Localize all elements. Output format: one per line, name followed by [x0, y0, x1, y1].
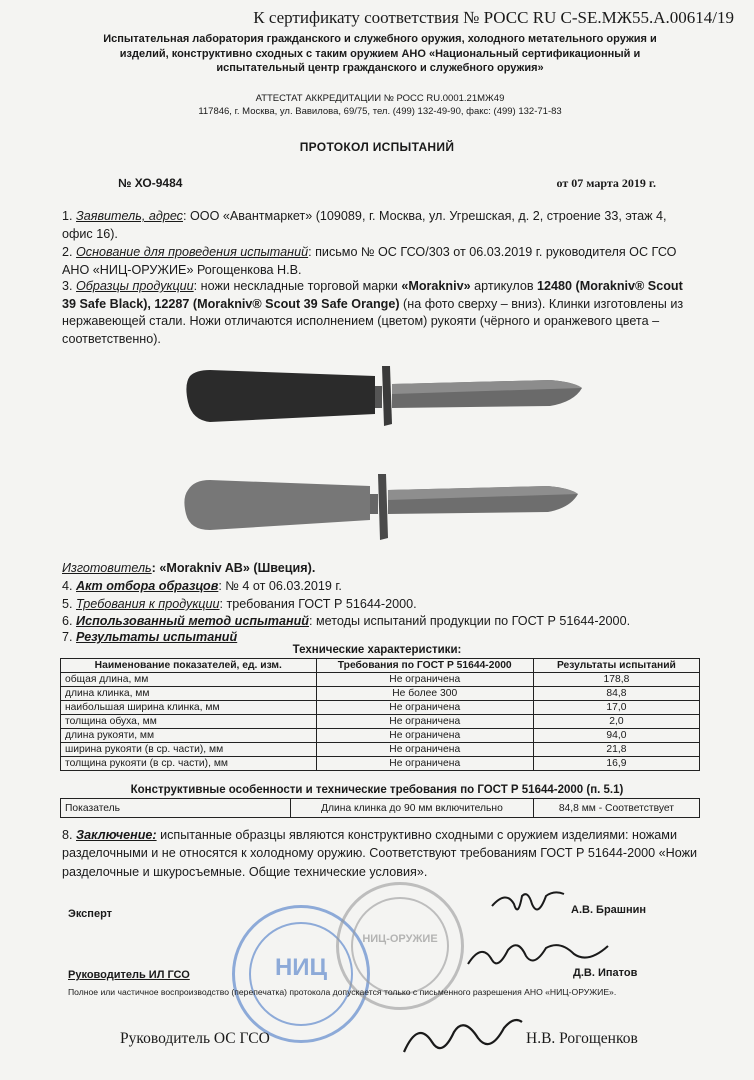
conclusion: [62, 826, 702, 881]
header-requirement: Требования по ГОСТ Р 51644-2000: [316, 659, 533, 673]
item-text: (на фото сверху – вниз). Клинки изготовлены из нержавеющей стали. Ножи отличаются исполнением (цветом) рукояти (чёрного и оранжевого цвета – соответственно).: [62, 296, 684, 346]
gray-stamp-text: НИЦ-ОРУЖИЕ: [362, 933, 438, 945]
item-basis: [62, 244, 692, 279]
item-number: 7.: [62, 630, 73, 644]
brand-name: «Morakniv»: [401, 279, 471, 293]
item-number: 6.: [62, 614, 73, 628]
cell-result: 178,8: [533, 673, 699, 687]
cell-parameter: толщина обуха, мм: [61, 715, 317, 729]
reproduction-notice: Полное или частичное воспроизводство (перепечатка) протокола допускается только с письменного разрешения АНО «НИЦ-ОРУЖИЕ».: [68, 987, 617, 997]
knife-orange: [184, 474, 578, 540]
item-text: : № 4 от 06.03.2019 г.: [218, 579, 342, 593]
head-lab-label: Руководитель ИЛ ГСО: [68, 969, 190, 981]
accreditation-block: [100, 92, 660, 119]
cell-parameter: длина клинка, мм: [61, 687, 317, 701]
constr-table-title: Конструктивные особенности и технические требования по ГОСТ Р 51644-2000 (п. 5.1): [130, 784, 624, 796]
cell-requirement: Не ограничена: [316, 729, 533, 743]
lab-line-3: испытательный центр гражданского и служебного оружия»: [216, 62, 544, 75]
item-label: Заявитель, адрес: [76, 209, 183, 223]
item-text: : методы испытаний продукции по ГОСТ Р 51644-2000.: [309, 614, 631, 628]
cell-result: 17,0: [533, 701, 699, 715]
item-number: 8.: [62, 828, 73, 842]
cell-result: 94,0: [533, 729, 699, 743]
blue-stamp-text: НИЦ: [274, 954, 328, 981]
knife-black: [186, 366, 582, 426]
item-applicant: [62, 208, 692, 243]
table-row: [61, 673, 700, 687]
certificate-reference: К сертификату соответствия № РОСС RU C-SE.МЖ55.А.00614/19: [253, 8, 734, 27]
cell-requirement: Не более 300: [316, 687, 533, 701]
protocol-number: № ХО-9484: [118, 176, 183, 190]
item-label: Акт отбора образцов: [76, 579, 219, 593]
expert-name: А.В. Брашнин: [571, 904, 647, 916]
item-text: : «Morakniv AB» (Швеция).: [151, 561, 316, 575]
item-text: : ножи нескладные торговой марки: [193, 279, 402, 293]
table-row: [61, 715, 700, 729]
table-row: [61, 743, 700, 757]
item-test-method: [62, 613, 692, 631]
item-label: Требования к продукции: [76, 597, 220, 611]
cell-parameter: наибольшая ширина клинка, мм: [61, 701, 317, 715]
item-label: Использованный метод испытаний: [76, 614, 309, 628]
spec-table-title: Технические характеристики:: [292, 644, 462, 656]
cell-parameter: толщина рукояти (в ср. части), мм: [61, 757, 317, 771]
conclusion-text: испытанные образцы являются конструктивно сходными с оружием изделиями: ножами разделочными и не относятся к холодному оружию. Соответствуют требованиям ГОСТ Р 51644-2000 «Ножи разделочные и шкуросъемные. Общие технические условия».: [62, 828, 698, 879]
article-numbers: 12480 (Morakniv® Scout 39 Safe Black), 12287 (Morakniv® Scout 39 Safe Orange): [62, 279, 683, 311]
cell-result: 84,8: [533, 687, 699, 701]
cell-parameter: ширина рукояти (в ср. части), мм: [61, 743, 317, 757]
item-number: 1.: [62, 209, 73, 223]
item-requirements: [62, 596, 692, 614]
accreditation-number: АТТЕСТАТ АККРЕДИТАЦИИ № РОСС RU.0001.21МЖ49: [255, 93, 505, 104]
knives-photo: [170, 362, 590, 557]
cell-result: 84,8 мм - Соответствует: [533, 799, 699, 818]
protocol-date: от 07 марта 2019 г.: [556, 176, 656, 190]
cell-requirement: Длина клинка до 90 мм включительно: [291, 799, 534, 818]
cell-requirement: Не ограничена: [316, 757, 533, 771]
item-text: артикулов: [470, 279, 538, 293]
head-os-label: Руководитель ОС ГСО: [120, 1030, 270, 1047]
head-os-name: Н.В. Рогощенков: [526, 1030, 638, 1047]
lab-line-1: Испытательная лаборатория гражданского и служебного оружия, холодного метательного оружия и: [103, 33, 657, 45]
cell-parameter: общая длина, мм: [61, 673, 317, 687]
cell-indicator: Показатель: [61, 799, 291, 818]
table-row: [61, 799, 700, 818]
lab-address: 117846, г. Москва, ул. Вавилова, 69/75, тел. (499) 132-49-90, факс: (499) 132-71-83: [198, 106, 562, 118]
protocol-title: ПРОТОКОЛ ИСПЫТАНИЙ: [299, 140, 455, 154]
item-label: Результаты испытаний: [76, 630, 238, 644]
cell-requirement: Не ограничена: [316, 701, 533, 715]
header-parameter: Наименование показателей, ед. изм.: [61, 659, 317, 673]
table-row: [61, 757, 700, 771]
item-sampling-act: [62, 578, 692, 596]
table-row: [61, 701, 700, 715]
item-label: Образцы продукции: [76, 279, 194, 293]
cell-result: 2,0: [533, 715, 699, 729]
item-number: 2.: [62, 245, 73, 259]
expert-label: Эксперт: [68, 908, 113, 920]
header-result: Результаты испытаний: [533, 659, 699, 673]
lab-line-2: изделий, конструктивно сходных с таким оружием АНО «Национальный сертификационный и: [119, 47, 641, 60]
cell-requirement: Не ограничена: [316, 743, 533, 757]
head-os-signature: [396, 1012, 526, 1064]
item-text: : письмо № ОС ГСО/303 от 06.03.2019 г. руководителя ОС ГСО АНО «НИЦ-ОРУЖИЕ» Рогощенкова Н.В.: [62, 245, 677, 277]
head-lab-name: Д.В. Ипатов: [573, 967, 638, 979]
item-text: : требования ГОСТ Р 51644-2000.: [219, 597, 417, 611]
conclusion-label: Заключение:: [76, 828, 157, 842]
item-label: Основание для проведения испытаний: [76, 245, 309, 259]
constr-table: [60, 798, 700, 818]
table-row: [61, 687, 700, 701]
item-label: Изготовитель: [62, 561, 152, 575]
item-number: 5.: [62, 597, 73, 611]
laboratory-name: [80, 32, 680, 76]
item-number: 3.: [62, 279, 73, 293]
cell-parameter: длина рукояти, мм: [61, 729, 317, 743]
cell-result: 16,9: [533, 757, 699, 771]
item-number: 4.: [62, 579, 73, 593]
table-header-row: [61, 659, 700, 673]
expert-signature: [488, 888, 568, 924]
cell-requirement: Не ограничена: [316, 715, 533, 729]
item-samples: [62, 278, 692, 349]
spec-table: [60, 658, 700, 771]
cell-result: 21,8: [533, 743, 699, 757]
cell-requirement: Не ограничена: [316, 673, 533, 687]
table-row: [61, 729, 700, 743]
item-manufacturer: [62, 560, 692, 578]
item-text: : ООО «Авантмаркет» (109089, г. Москва, ул. Угрешская, д. 2, строение 33, этаж 4, офис 16).: [62, 209, 667, 241]
